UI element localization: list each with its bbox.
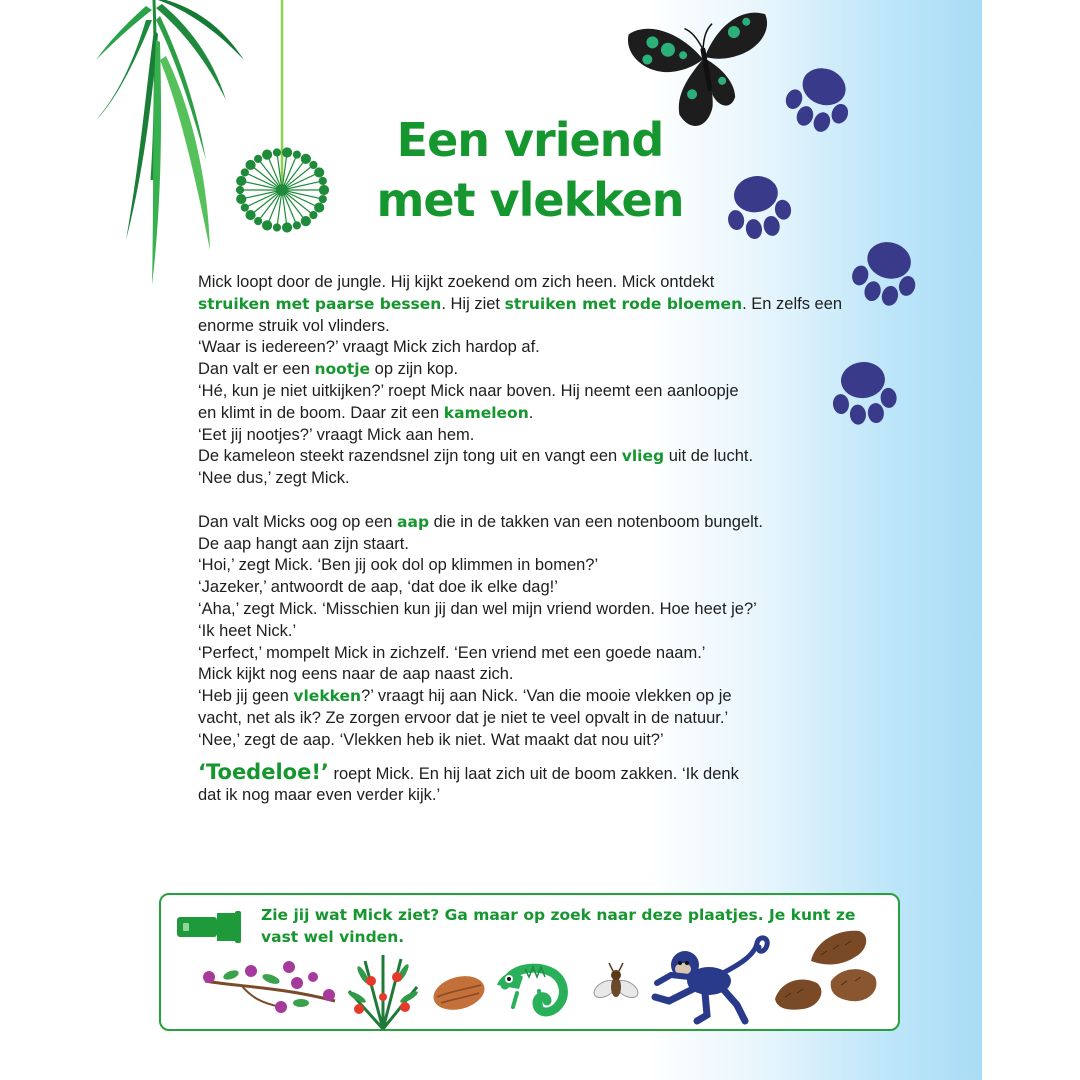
story-line	[198, 294, 858, 316]
story-text-run: ‘Nee dus,’ zegt Mick.	[198, 469, 350, 488]
nut-icon	[431, 971, 487, 1015]
story-text-run: ‘Heb jij geen	[198, 687, 294, 706]
story-text-run: ?’ vraagt hij aan Nick. ‘Van die mooie vlekken op je	[361, 687, 732, 706]
story-line	[198, 730, 858, 752]
story-text-run: Dan valt er een	[198, 360, 315, 379]
story-text-run: op zijn kop.	[370, 360, 459, 379]
keyword-nut: nootje	[314, 360, 371, 379]
keyword-red-flowers: struiken met rode bloemen	[504, 294, 743, 313]
paw-print-icon	[718, 166, 798, 246]
story-line	[198, 337, 858, 359]
story-text-run: dat ik nog maar even verder kijk.’	[198, 786, 441, 805]
search-pictures-box	[159, 893, 900, 1031]
story-line	[198, 316, 858, 338]
page-title	[330, 110, 730, 230]
story-text-run: vacht, net als ik? Ze zorgen ervoor dat je niet te veel opvalt in de natuur.’	[198, 708, 729, 727]
paw-print-icon	[846, 232, 926, 312]
story-text-run: die in de takken van een notenboom bungelt.	[429, 512, 763, 531]
keyword-purple-berries: struiken met paarse bessen	[198, 294, 442, 313]
page-title-line-2: met vlekken	[376, 173, 684, 227]
story-text	[198, 272, 858, 807]
paragraph-gap	[198, 490, 858, 512]
story-text-run: ‘Hé, kun je niet uitkijken?’ roept Mick naar boven. Hij neemt een aanloopje	[198, 381, 739, 400]
story-text-run: Mick kijkt nog eens naar de aap naast zich.	[198, 665, 514, 684]
story-line	[198, 577, 858, 599]
page-title-line-1: Een vriend	[396, 113, 664, 167]
story-text-run: ‘Waar is iedereen?’ vraagt Mick zich hardop af.	[198, 338, 540, 357]
story-text-run: ‘Eet jij nootjes?’ vraagt Mick aan hem.	[198, 425, 475, 444]
story-line	[198, 446, 858, 468]
story-line	[198, 664, 858, 686]
story-text-run: en klimt in de boom. Daar zit een	[198, 403, 444, 422]
story-text-run: uit de lucht.	[664, 447, 754, 466]
paw-print-icon	[780, 58, 860, 138]
story-text-run: ‘Aha,’ zegt Mick. ‘Misschien kun jij dan wel mijn vriend worden. Hoe heet je?’	[198, 599, 757, 618]
flashlight-icon	[173, 909, 253, 945]
chameleon-icon	[495, 955, 587, 1025]
fly-icon	[591, 961, 641, 1011]
keyword-spots: vlekken	[293, 687, 362, 706]
story-line	[198, 785, 858, 807]
story-line	[198, 534, 858, 556]
story-text-run: . En zelfs een	[742, 294, 843, 313]
story-text-run: Dan valt Micks oog op een	[198, 512, 398, 531]
story-text-run: ‘Nee,’ zegt de aap. ‘Vlekken heb ik niet. Wat maakt dat nou uit?’	[198, 730, 664, 749]
story-line	[198, 403, 858, 425]
keyword-toedeloe: ‘Toedeloe!’	[198, 759, 329, 784]
berry-branch-icon	[201, 957, 341, 1017]
story-line	[198, 359, 858, 381]
fur-patches-icon	[771, 921, 883, 1017]
story-line	[198, 686, 858, 708]
leaves-icon	[96, 0, 246, 290]
story-line	[198, 468, 858, 490]
story-line	[198, 621, 858, 643]
story-text-run: De kameleon steekt razendsnel zijn tong uit en vangt een	[198, 447, 622, 466]
story-text-run: . Hij ziet	[441, 294, 505, 313]
story-text-run: Mick loopt door de jungle. Hij kijkt zoekend om zich heen. Mick ontdekt	[198, 273, 715, 291]
story-line	[198, 555, 858, 577]
story-line	[198, 272, 858, 294]
story-text-run: ‘Perfect,’ mompelt Mick in zichzelf. ‘Een vriend met een goede naam.’	[198, 643, 706, 662]
keyword-fly: vlieg	[621, 447, 665, 466]
story-text-run: ‘Ik heet Nick.’	[198, 621, 297, 640]
page-margin	[982, 0, 1080, 1080]
monkey-icon	[649, 935, 773, 1027]
search-instruction: Zie jij wat Mick ziet? Ga maar op zoek naar deze plaatjes. Je kunt ze vast wel vinden.	[261, 906, 856, 946]
story-line	[198, 643, 858, 665]
story-line	[198, 512, 858, 534]
keyword-chameleon: kameleon	[443, 403, 529, 422]
dandelion-icon	[228, 0, 338, 250]
story-text-run: De aap hangt aan zijn staart.	[198, 534, 409, 553]
story-text-run: roept Mick. En hij laat zich uit de boom zakken. ‘Ik denk	[328, 764, 739, 783]
story-line	[198, 599, 858, 621]
story-line	[198, 759, 858, 786]
keyword-monkey: aap	[397, 512, 430, 531]
story-line	[198, 425, 858, 447]
story-text-run: .	[528, 403, 534, 422]
story-text-run: ‘Jazeker,’ antwoordt de aap, ‘dat doe ik elke dag!’	[198, 578, 558, 597]
story-line	[198, 708, 858, 730]
red-flower-bush-icon	[345, 951, 421, 1031]
story-text-run: enorme struik vol vlinders.	[198, 316, 390, 335]
story-line	[198, 381, 858, 403]
story-text-run: ‘Hoi,’ zegt Mick. ‘Ben jij ook dol op klimmen in bomen?’	[198, 556, 599, 575]
